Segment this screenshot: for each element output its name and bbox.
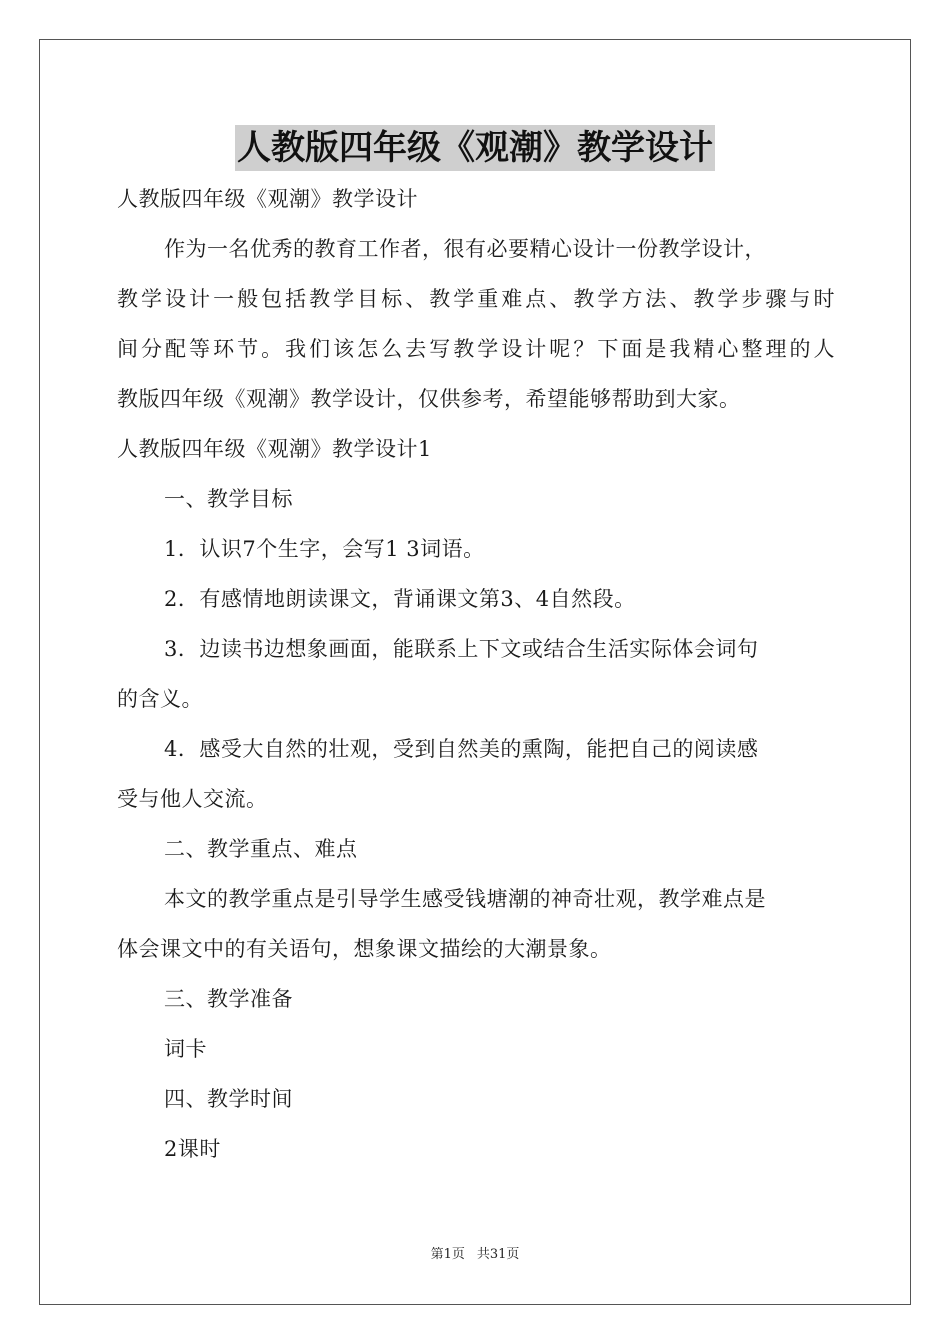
preparation-item: 词卡 bbox=[164, 1037, 207, 1061]
page-footer bbox=[0, 1246, 950, 1264]
teaching-time-value: 2课时 bbox=[164, 1137, 221, 1161]
goal-item-3-line-2: 的含义。 bbox=[117, 687, 203, 711]
goal-item-2: 2．有感情地朗读课文，背诵课文第3、4自然段。 bbox=[164, 587, 636, 611]
heading-preparation: 三、教学准备 bbox=[164, 987, 293, 1011]
page-number-total: 共31页 bbox=[476, 1247, 520, 1262]
goal-item-3-line-1: 3．边读书边想象画面，能联系上下文或结合生活实际体会词句 bbox=[164, 637, 759, 661]
heading-teaching-goals: 一、教学目标 bbox=[164, 487, 293, 511]
page-border bbox=[39, 39, 911, 1305]
intro-line-2: 教学设计一般包括教学目标、教学重难点、教学方法、教学步骤与时 bbox=[117, 287, 835, 311]
goal-item-1: 1．认识7个生字，会写1 3词语。 bbox=[164, 537, 485, 561]
document-title: 人教版四年级《观潮》教学设计 bbox=[235, 125, 715, 171]
goal-item-4-line-2: 受与他人交流。 bbox=[117, 787, 268, 811]
subtitle-line: 人教版四年级《观潮》教学设计 bbox=[117, 187, 418, 211]
page-number-current: 第1页 bbox=[430, 1247, 465, 1262]
intro-line-4: 教版四年级《观潮》教学设计，仅供参考，希望能够帮助到大家。 bbox=[117, 387, 741, 411]
heading-key-points: 二、教学重点、难点 bbox=[164, 837, 358, 861]
key-points-line-2: 体会课文中的有关语句，想象课文描绘的大潮景象。 bbox=[117, 937, 612, 961]
goal-item-4-line-1: 4．感受大自然的壮观，受到自然美的熏陶，能把自己的阅读感 bbox=[164, 737, 759, 761]
section-heading-design-1: 人教版四年级《观潮》教学设计1 bbox=[117, 437, 432, 461]
heading-teaching-time: 四、教学时间 bbox=[164, 1087, 293, 1111]
intro-line-3: 间分配等环节。我们该怎么去写教学设计呢？下面是我精心整理的人 bbox=[117, 337, 835, 361]
title-container bbox=[0, 125, 950, 171]
intro-line-1: 作为一名优秀的教育工作者，很有必要精心设计一份教学设计， bbox=[164, 237, 766, 261]
key-points-line-1: 本文的教学重点是引导学生感受钱塘潮的神奇壮观，教学难点是 bbox=[164, 887, 766, 911]
